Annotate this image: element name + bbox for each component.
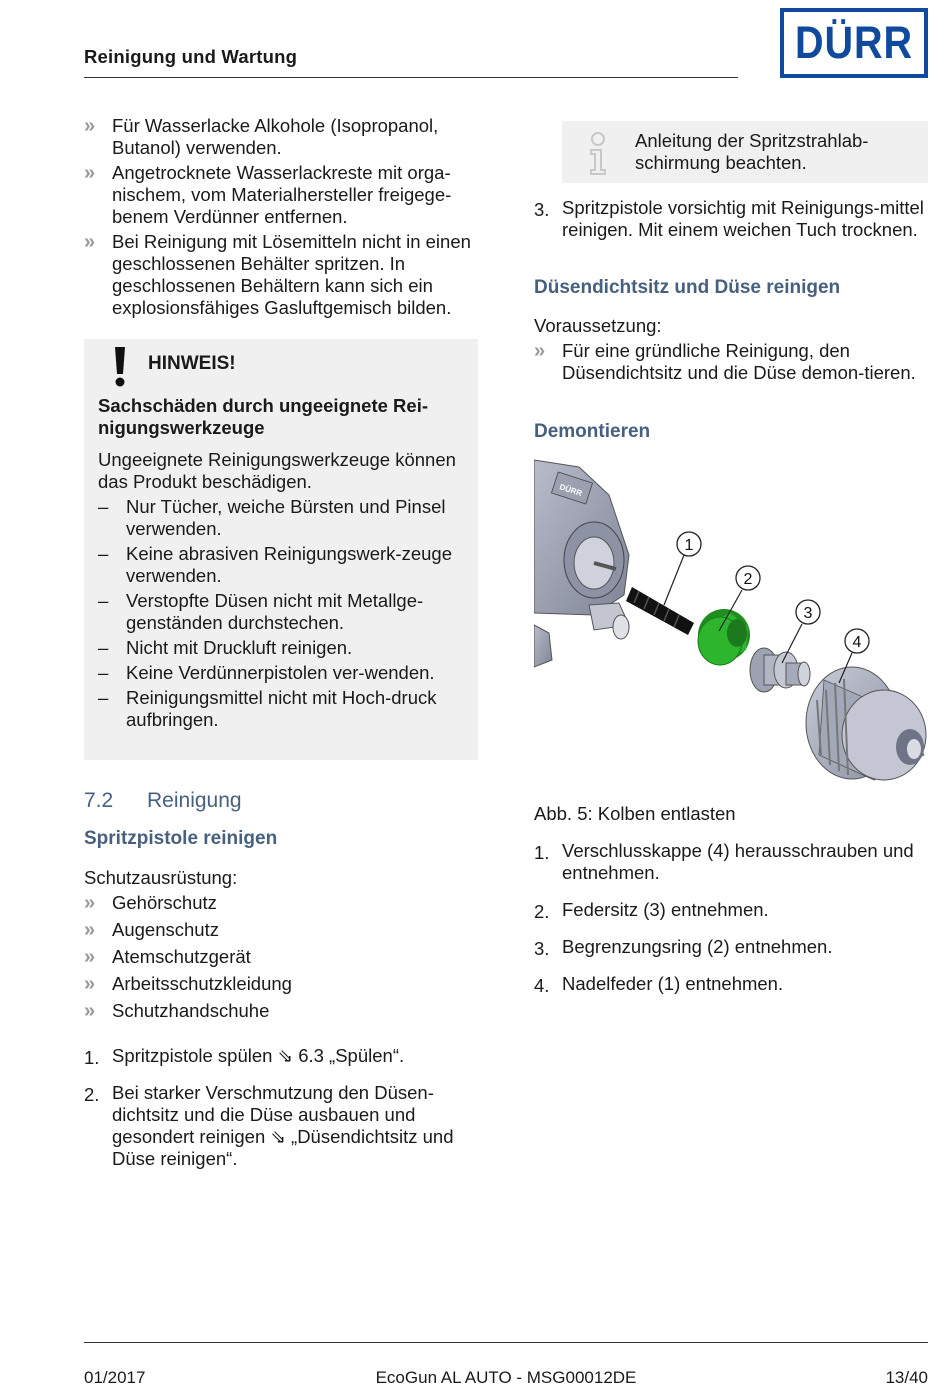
- ppe-list: [84, 892, 478, 1027]
- double-chevron-icon: »: [84, 231, 93, 253]
- svg-text:1: 1: [684, 537, 694, 554]
- double-chevron-icon: »: [84, 946, 93, 968]
- double-chevron-icon: »: [534, 340, 543, 362]
- solvent-bullet-list: [84, 115, 478, 322]
- step-item: 2. Federsitz (3) entnehmen.: [534, 899, 769, 922]
- notice-item-list: [98, 496, 468, 734]
- list-item: – Keine abrasiven Reinigungswerk-zeuge verwenden.: [98, 543, 452, 586]
- list-item: » Augenschutz: [84, 919, 219, 941]
- section-number: 7.2: [84, 789, 114, 812]
- section-title: Reinigung: [147, 789, 242, 812]
- list-item: » Bei Reinigung mit Lösemitteln nicht in einen geschlossenen Behälter spritzen. In geschlossenen Behältern kann sich ein explosionsfähiges Gasluftgemisch bilden.: [84, 231, 471, 318]
- disassembly-steps: [534, 840, 928, 995]
- callout-1: [664, 532, 701, 605]
- closure-cap-part: [806, 667, 926, 780]
- duerr-logo: [780, 8, 928, 78]
- spray-gun-body: [534, 460, 629, 667]
- prerequisite-label: Voraussetzung:: [534, 315, 662, 336]
- svg-text:DÜRR: DÜRR: [558, 482, 584, 499]
- list-item: » Atemschutzgerät: [84, 946, 251, 968]
- step-item: 4. Nadelfeder (1) entnehmen.: [534, 973, 784, 996]
- notice-heading: Sachschäden durch ungeeignete Rei-nigungswerkzeuge: [98, 395, 428, 438]
- svg-text:4: 4: [852, 634, 862, 651]
- spring-seat-part: [750, 648, 810, 692]
- cleaning-steps: [84, 1045, 478, 1170]
- nozzle-disassembly-figure: [534, 455, 930, 785]
- subheading-spritzpistole: Spritzpistole reinigen: [84, 828, 278, 849]
- exclamation-icon: [112, 347, 128, 387]
- step-item: 3. Begrenzungsring (2) entnehmen.: [534, 936, 833, 959]
- logo-text: DÜRR: [795, 17, 913, 68]
- header-rule: [84, 77, 738, 78]
- running-header-title: Reinigung und Wartung: [84, 46, 298, 67]
- double-chevron-icon: »: [84, 1000, 93, 1022]
- subheading-demontieren: Demontieren: [534, 421, 651, 442]
- step-item: 1. Spritzpistole spülen ⇘ 6.3 „Spülen“.: [84, 1045, 405, 1068]
- notice-body: Ungeeignete Reinigungswerkzeuge können das Produkt beschädigen.: [98, 449, 456, 492]
- list-item: » Arbeitsschutzkleidung: [84, 973, 292, 995]
- notice-label: HINWEIS!: [148, 353, 236, 374]
- step-item: 3. Spritzpistole vorsichtig mit Reinigungs-mittel reinigen. Mit einem weichen Tuch trocknen.: [534, 197, 924, 240]
- figure-caption: Abb. 5: Kolben entlasten: [534, 803, 736, 824]
- info-text: Anleitung der Spritzstrahlab-schirmung beachten.: [635, 130, 869, 173]
- info-icon: [584, 131, 612, 175]
- double-chevron-icon: »: [84, 892, 93, 914]
- footer-document-id: EcoGun AL AUTO - MSG00012DE: [375, 1368, 637, 1386]
- prerequisite-list: [534, 340, 928, 387]
- double-chevron-icon: »: [84, 919, 93, 941]
- subheading-duesendichtsitz: Düsendichtsitz und Düse reinigen: [534, 277, 841, 298]
- info-box: [562, 121, 928, 183]
- notice-box: [84, 339, 478, 760]
- svg-text:2: 2: [743, 571, 753, 588]
- list-item: » Gehörschutz: [84, 892, 217, 914]
- svg-text:3: 3: [803, 605, 813, 622]
- list-item: » Angetrocknete Wasserlackreste mit orga-nischem, vom Materialhersteller freigege-benem Verdünner entfernen.: [84, 162, 452, 227]
- ppe-label: Schutzausrüstung:: [84, 867, 238, 888]
- footer-page-number: 13/40: [885, 1368, 928, 1386]
- list-item: » Für Wasserlacke Alkohole (Isopropanol, Butanol) verwenden.: [84, 115, 439, 158]
- limiting-ring-part: [698, 609, 750, 665]
- needle-spring-part: [626, 587, 694, 635]
- list-item: – Reinigungsmittel nicht mit Hoch-druck aufbringen.: [98, 687, 437, 730]
- step-item: 1. Verschlusskappe (4) herausschrauben und entnehmen.: [534, 840, 914, 883]
- list-item: – Keine Verdünnerpistolen ver-wenden.: [98, 662, 435, 683]
- step-item: 2. Bei starker Verschmutzung den Düsen-dichtsitz und die Düse ausbauen und gesondert reinigen ⇘ „Düsendichtsitz und Düse reinigen“.: [84, 1082, 454, 1169]
- list-item: » Schutzhandschuhe: [84, 1000, 270, 1022]
- list-item: – Nicht mit Druckluft reinigen.: [98, 637, 353, 658]
- step-3-list: [534, 197, 928, 241]
- list-item: » Für eine gründliche Reinigung, den Düsendichtsitz und die Düse demon-tieren.: [534, 340, 916, 383]
- footer-date: 01/2017: [84, 1368, 146, 1386]
- footer-rule: [84, 1342, 928, 1343]
- list-item: – Verstopfte Düsen nicht mit Metallge-genständen durchstechen.: [98, 590, 424, 633]
- list-item: – Nur Tücher, weiche Bürsten und Pinsel verwenden.: [98, 496, 446, 539]
- double-chevron-icon: »: [84, 162, 93, 184]
- double-chevron-icon: »: [84, 115, 93, 137]
- double-chevron-icon: »: [84, 973, 93, 995]
